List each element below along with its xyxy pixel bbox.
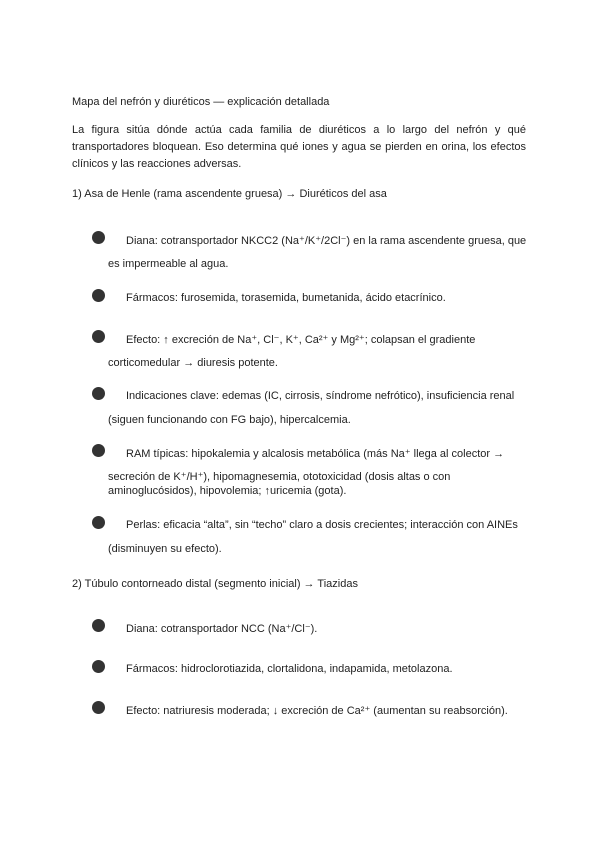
list-item-continuation: (siguen funcionando con FG bajo), hipercalcemia.	[108, 414, 351, 426]
list-item-continuation: es impermeable al agua.	[108, 258, 229, 270]
list-item-text: Indicaciones clave: edemas (IC, cirrosis, síndrome nefrótico), insuficiencia renal	[126, 390, 515, 402]
bullet-icon	[92, 701, 105, 714]
bullet-icon	[92, 444, 105, 457]
list-item-text: Efecto: natriuresis moderada; ↓ excreción de Ca²⁺ (aumentan su reabsorción).	[126, 705, 508, 717]
list-item-continuation: secreción de K⁺/H⁺), hipomagnesemia, ototoxicidad (dosis altas o con	[108, 471, 451, 483]
list-item-continuation: (disminuyen su efecto).	[108, 543, 222, 555]
list-item-text: Perlas: eficacia “alta”, sin “techo” claro a dosis crecientes; interacción con AINEs	[126, 519, 518, 531]
intro-paragraph: La figura sitúa dónde actúa cada familia de diuréticos a lo largo del nefrón y qué transportadores bloquean. Eso determina qué iones y agua se pierden en orina, los efectos clínicos y las reacciones adversas.	[72, 124, 526, 170]
list-item-text: Fármacos: hidroclorotiazida, clortalidona, indapamida, metolazona.	[126, 663, 453, 675]
bullet-icon	[92, 660, 105, 673]
section-heading: 1) Asa de Henle (rama ascendente gruesa) → Diuréticos del asa	[72, 188, 387, 200]
section-heading: 2) Túbulo contorneado distal (segmento inicial) → Tiazidas	[72, 578, 358, 590]
bullet-icon	[92, 289, 105, 302]
list-item-text: Diana: cotransportador NKCC2 (Na⁺/K⁺/2Cl⁻) en la rama ascendente gruesa, que	[126, 235, 527, 247]
document-title: Mapa del nefrón y diuréticos — explicación detallada	[72, 96, 330, 108]
list-item-continuation: corticomedular → diuresis potente.	[108, 357, 278, 369]
list-item-text: RAM típicas: hipokalemia y alcalosis metabólica (más Na⁺ llega al colector →	[126, 448, 505, 460]
bullet-icon	[92, 619, 105, 632]
bullet-icon	[92, 387, 105, 400]
list-item-text: Efecto: ↑ excreción de Na⁺, Cl⁻, K⁺, Ca²⁺ y Mg²⁺; colapsan el gradiente	[126, 334, 476, 346]
list-item-continuation: aminoglucósidos), hipovolemia; ↑uricemia (gota).	[108, 485, 347, 497]
list-item-text: Diana: cotransportador NCC (Na⁺/Cl⁻).	[126, 623, 318, 635]
list-item-text: Fármacos: furosemida, torasemida, bumetanida, ácido etacrínico.	[126, 292, 446, 304]
bullet-icon	[92, 330, 105, 343]
bullet-icon	[92, 231, 105, 244]
bullet-icon	[92, 516, 105, 529]
